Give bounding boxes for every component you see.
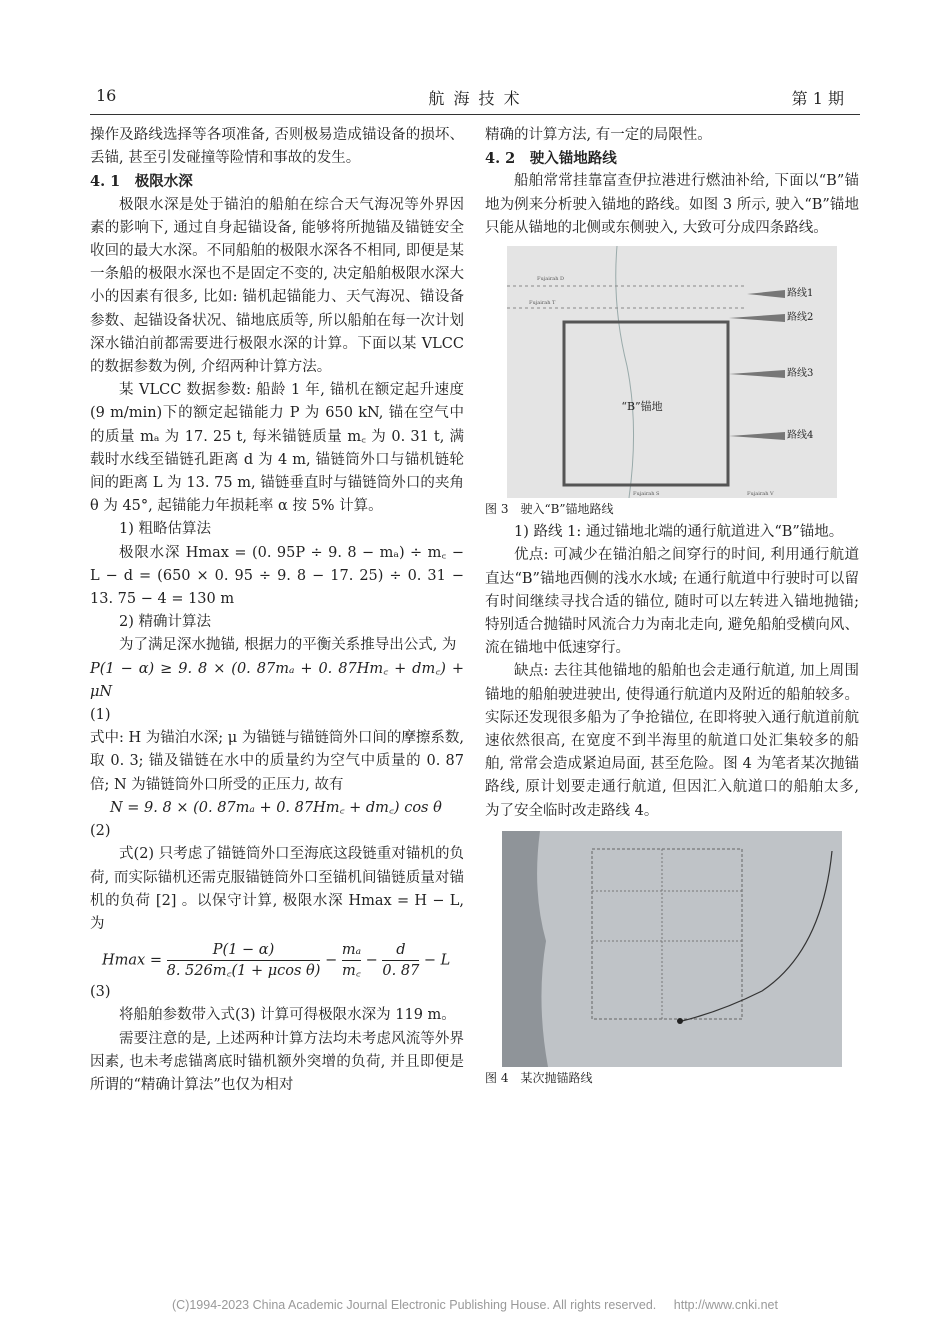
cnki-link[interactable]: http://www.cnki.net	[673, 1298, 778, 1312]
figure-caption: 图 3 驶入“B”锚地路线	[485, 502, 614, 517]
equation-lhs: Hmax =	[102, 952, 162, 969]
journal-title: 航 海 技 术	[428, 89, 522, 108]
numerator: mₐ	[342, 940, 361, 961]
paragraph: 极限水深是处于锚泊的船舶在综合天气海况等外界因素的影响下, 通过自身起锚设备, 能够将所抛锚及锚链安全收回的最大水深。不同船舶的极限水深各不相同, 即便是某一条船的极限水深也不是固定不变的, 决定船舶极限水深大小的因素有很多, 比如: 锚机起锚能力、天气海况、锚设备参数、起锚设备状况、锚地底质等, 所以船舶在每一次计划深水锚泊前都需要进行极限水深的计算。下面以某 VLCC 的数据参数为例, 介绍两种计算方法。	[90, 196, 464, 376]
paragraph: 某 VLCC 数据参数: 船龄 1 年, 锚机在额定起升速度(9 m/min)下的额定起锚能力 P 为 650 kN, 锚在空气中的质量 mₐ 为 17. 25 t, 每米锚链质量 m꜀ 为 0. 31 t, 满载时水线至锚链孔距离 d 为 4 m, 锚链筒外口与锚机链轮间的距离 L 为 13. 75 m, 锚链垂直时与锚链筒外口的夹角 θ 为 45°, 起锚能力年损耗率 α 按 5% 计算。	[90, 382, 464, 515]
equation-tail: − L	[423, 952, 451, 969]
route-label: 路线4	[787, 430, 814, 442]
section-heading: 4. 2 驶入锚地路线	[485, 150, 617, 168]
method-heading: 2) 精确计算法	[119, 614, 211, 631]
denominator: m꜀	[342, 963, 361, 980]
fraction	[167, 940, 321, 981]
route-label: 路线1	[787, 288, 814, 300]
anchoring-track-chart	[502, 831, 842, 1067]
method-heading: 1) 粗略估算法	[119, 521, 211, 538]
equation-body: N = 9. 8 × (0. 87mₐ + 0. 87Hm꜀ + dm꜀) cos θ	[110, 799, 442, 816]
route-label: 路线2	[787, 312, 814, 324]
denominator: 8. 526m꜀(1 + μcos θ)	[166, 963, 321, 980]
paragraph: 极限水深 Hmax = (0. 95P ÷ 9. 8 − mₐ) ÷ m꜀ − L − d = (650 × 0. 95 ÷ 9. 8 − 17. 25) ÷ 0. 31 − 13. 75 − 4 = 130 m	[90, 544, 464, 608]
operator: −	[325, 952, 338, 969]
fraction	[342, 940, 361, 981]
equation-number: (3)	[90, 984, 111, 1001]
paragraph: 式(2) 只考虑了锚链筒外口至海底这段链重对锚机的负荷, 而实际锚机还需克服锚链筒外口至锚机间锚链质量对锚机的负荷 [2] 。以保守计算, 极限水深 Hmax = H − L, 为	[90, 846, 464, 932]
paragraph: 为了满足深水抛锚, 根据力的平衡关系推导出公式, 为	[119, 637, 457, 654]
place-label: Fujairah V	[747, 491, 774, 498]
numerator: P(1 − α)	[167, 940, 321, 961]
section-heading: 4. 1 极限水深	[90, 173, 193, 191]
place-label: Fujairah D	[537, 276, 565, 283]
place-label: Fujairah S	[633, 491, 660, 498]
anchorage-route-map	[507, 246, 837, 498]
paragraph: 1) 路线 1: 通过锚地北端的通行航道进入“B”锚地。	[514, 524, 844, 541]
anchorage-label: “B”锚地	[621, 400, 663, 414]
equation-number: (1)	[90, 707, 111, 724]
copyright-footer	[0, 1298, 950, 1312]
route-label: 路线3	[787, 368, 814, 380]
paragraph: 将船舶参数带入式(3) 计算可得极限水深为 119 m。	[119, 1007, 456, 1024]
left-column	[90, 124, 464, 1097]
equation-2	[90, 797, 464, 820]
copyright-text: (C)1994-2023 China Academic Journal Electronic Publishing House. All rights reserved.	[172, 1298, 657, 1312]
operator: −	[365, 952, 378, 969]
paragraph: 式中: H 为锚泊水深; μ 为锚链与锚链筒外口间的摩擦系数, 取 0. 3; 锚及锚链在水中的质量约为空气中质量的 0. 87 倍; N 为锚链筒外口所受的正压力, 故有	[90, 730, 464, 793]
figure-4	[502, 831, 842, 1067]
equation-1	[90, 658, 464, 704]
issue-label: 第 1 期	[791, 89, 844, 108]
equation-number: (2)	[90, 823, 111, 840]
anchor-position	[677, 1018, 683, 1024]
equation-body: P(1 − α) ≥ 9. 8 × (0. 87mₐ + 0. 87Hm꜀ + dm꜀) + μN	[90, 660, 464, 700]
paragraph: 优点: 可减少在锚泊船之间穿行的时间, 利用通行航道直达“B”锚地西侧的浅水水域; 在通行航道中行驶时可以留有时间继续寻找合适的锚位, 随时可以左转进入锚地抛锚; 特别适合抛锚时风流合力为南北走向, 避免船舶受横向风、流在锚地中低速穿行。	[485, 547, 859, 657]
fraction	[382, 940, 419, 981]
equation-3	[102, 940, 464, 981]
figure-3	[507, 246, 837, 498]
header-rule	[90, 114, 860, 115]
page-number: 16	[96, 86, 117, 105]
paragraph: 缺点: 去往其他锚地的船舶也会走通行航道, 加上周围锚地的船舶驶进驶出, 使得通行航道内及附近的船舶较多。实际还发现很多船为了争抢锚位, 在即将驶入通行航道前航速依然很高, 在宽度不到半海里的航道口处汇集较多的船舶, 常常会造成紧迫局面, 甚至危险。图 4 为笔者某次抛锚路线, 原计划要走通行航道, 但因汇入航道口的船舶太多, 为了安全临时改走路线 4。	[485, 663, 859, 819]
paragraph: 操作及路线选择等各项准备, 否则极易造成锚设备的损坏、丢锚, 甚至引发碰撞等险情和事故的发生。	[90, 127, 464, 167]
paragraph: 精确的计算方法, 有一定的局限性。	[485, 127, 712, 143]
numerator: d	[382, 940, 419, 961]
paragraph: 需要注意的是, 上述两种计算方法均未考虑风流等外界因素, 也未考虑锚离底时锚机额外突增的负荷, 并且即便是所谓的“精确计算法”也仅为相对	[90, 1030, 464, 1093]
denominator: 0. 87	[382, 963, 420, 980]
right-column	[485, 124, 859, 1090]
place-label: Fujairah T	[529, 300, 556, 307]
paragraph: 船舶常常挂靠富查伊拉港进行燃油补给, 下面以“B”锚地为例来分析驶入锚地的路线。如图 3 所示, 驶入“B”锚地只能从锚地的北侧或东侧驶入, 大致可分成四条路线。	[485, 173, 859, 236]
sea-area	[502, 831, 842, 1067]
figure-caption: 图 4 某次抛锚路线	[485, 1070, 593, 1085]
